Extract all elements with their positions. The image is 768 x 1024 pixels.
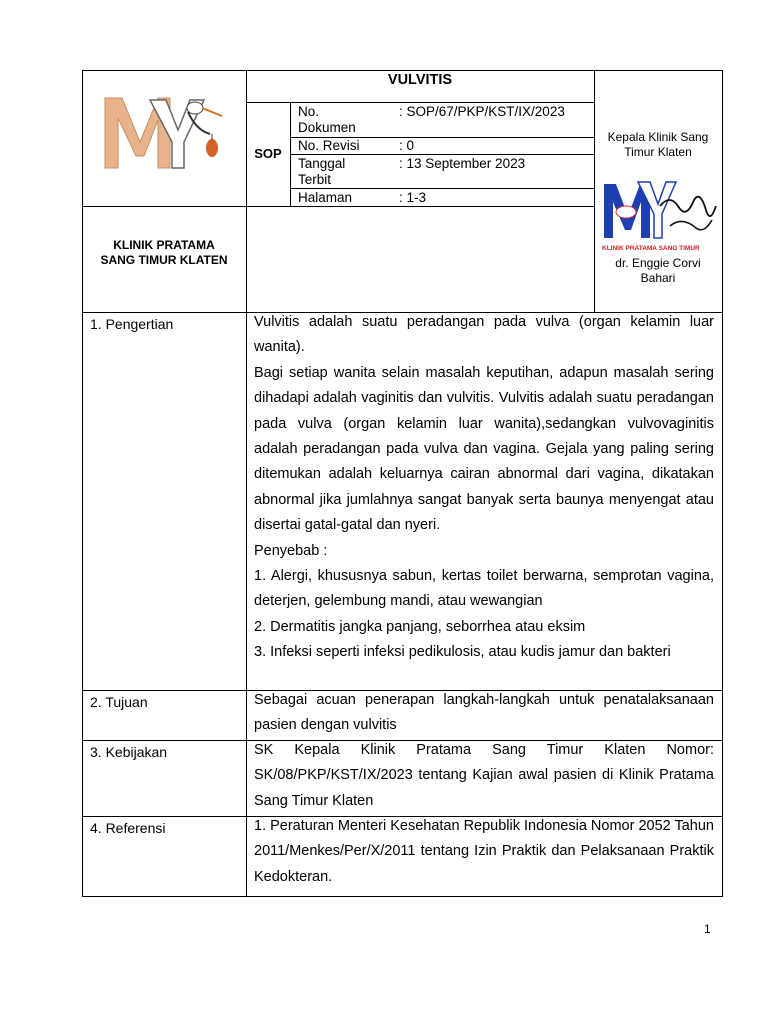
signature-stamp-image	[600, 176, 718, 254]
paragraph: Penyebab :	[254, 542, 328, 559]
sop-label: SOP	[254, 146, 282, 161]
clinic-name	[82, 238, 246, 268]
section-label-pengertian: 1. Pengertian	[90, 316, 174, 332]
header-divider	[82, 206, 594, 207]
meta-value-page: : 1-3	[399, 190, 427, 205]
meta-row-divider	[290, 188, 594, 189]
head-name-line: Bahari	[640, 271, 676, 285]
table-border-right	[722, 70, 723, 897]
page-number: 1	[704, 922, 711, 936]
meta-value-doc-no: : SOP/67/PKP/KST/IX/2023	[399, 104, 565, 119]
paragraph: 1. Peraturan Menteri Kesehatan Republik Indonesia Nomor 2052 Tahun 2011/Menkes/Per/X/2011 tentang Izin Praktik dan Pelaksanaan Praktik Kedokteran.	[254, 818, 714, 885]
meta-label-line: Dokumen	[298, 120, 356, 135]
sop-divider	[290, 102, 291, 206]
paragraph: Vulvitis adalah suatu peradangan pada vulva (organ kelamin luar wanita).	[254, 314, 714, 356]
section-content-tujuan	[254, 688, 714, 739]
list-item: 1. Alergi, khususnya sabun, kertas toilet berwarna, semprotan vagina, deterjen, gelembung mandi, atau wewangian	[254, 568, 714, 610]
section-label-referensi: 4. Referensi	[90, 820, 166, 836]
table-border-left	[82, 70, 83, 897]
meta-value-revision: : 0	[399, 138, 415, 153]
meta-label-date	[298, 156, 345, 188]
meta-label-doc-no	[298, 104, 356, 136]
meta-label-line: Tanggal	[298, 156, 346, 171]
meta-label-page: Halaman	[298, 190, 353, 205]
meta-value-date: : 13 September 2023	[399, 156, 526, 171]
paragraph: Bagi setiap wanita selain masalah keputihan, adapun masalah sering dihadapi adalah vaginitis dan vulvitis. Vulvitis adalah suatu peradangan pada vulva (organ kelamin luar wanita),sedangkan vulvovaginitis adalah peradangan pada vulva dan vagina. Gejala yang paling sering ditemukan adalah keluarnya cairan abnormal dari vagina, dikatakan abnormal jika jumlahnya sangat banyak serta baunya menyengat atau disertai gatal-gatal dan nyeri.	[254, 364, 714, 534]
list-item: 3. Infeksi seperti infeksi pedikulosis, atau kudis jamur dan bakteri	[254, 644, 671, 661]
clinic-name-line: KLINIK PRATAMA	[113, 238, 215, 252]
title-divider	[246, 102, 594, 103]
meta-label-line: No.	[298, 104, 320, 119]
meta-row-divider	[290, 154, 594, 155]
stamp-text: KLINIK PRATAMA SANG TIMUR	[602, 245, 700, 252]
head-of-clinic-title	[594, 130, 722, 160]
column-divider	[246, 70, 247, 897]
head-title-line: Timur Klaten	[624, 145, 692, 159]
section-label-kebijakan: 3. Kebijakan	[90, 744, 168, 760]
paragraph: SK Kepala Klinik Pratama Sang Timur Klaten Nomor: SK/08/PKP/KST/IX/2023 tentang Kajian awal pasien di Klinik Pratama Sang Timur Klaten	[254, 742, 714, 809]
head-name-line: dr. Enggie Corvi	[615, 256, 701, 270]
clinic-logo	[100, 90, 225, 175]
document-title: VULVITIS	[387, 72, 453, 88]
section-content-pengertian	[254, 310, 714, 666]
clinic-name-line: SANG TIMUR KLATEN	[100, 253, 228, 267]
table-border-bottom	[82, 896, 723, 897]
meta-label-revision: No. Revisi	[298, 138, 360, 153]
paragraph: Sebagai acuan penerapan langkah-langkah untuk penatalaksanaan pasien dengan vulvitis	[254, 692, 714, 734]
head-title-line: Kepala Klinik Sang	[607, 130, 709, 144]
meta-label-line: Terbit	[298, 172, 332, 187]
section-content-kebijakan	[254, 738, 714, 814]
section-label-tujuan: 2. Tujuan	[90, 694, 148, 710]
section-content-referensi	[254, 814, 714, 890]
list-item: 2. Dermatitis jangka panjang, seborrhea atau eksim	[254, 618, 586, 635]
table-border-top	[82, 70, 723, 71]
head-of-clinic-name	[594, 256, 722, 286]
